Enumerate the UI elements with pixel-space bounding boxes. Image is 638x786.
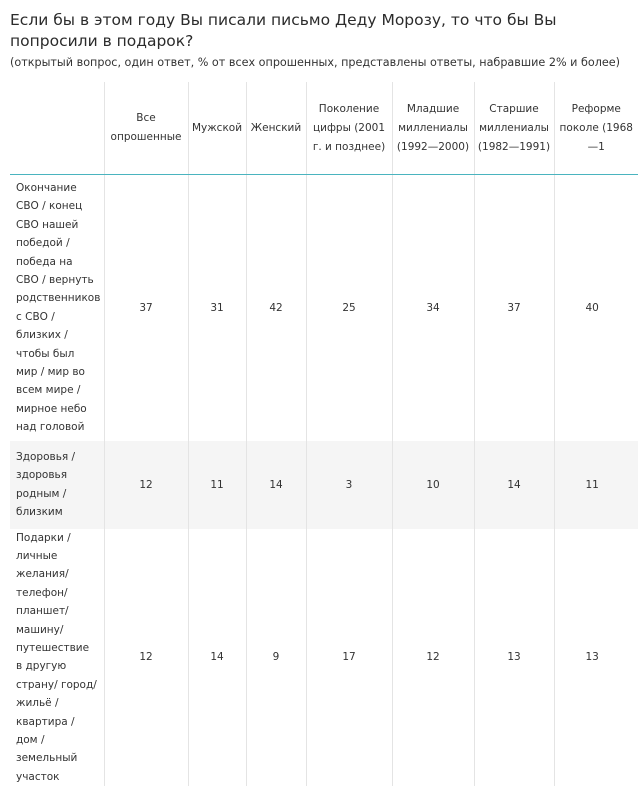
cell-value: 25: [306, 175, 392, 441]
cell-value: 14: [188, 529, 246, 786]
column-header-reform-generation: Реформе поколе (1968—1: [554, 82, 638, 175]
cell-value: 11: [188, 441, 246, 529]
cell-value: 9: [246, 529, 306, 786]
column-header-male: Мужской: [188, 82, 246, 175]
survey-table: [10, 82, 638, 786]
row-label: Окончание СВО / конец СВО нашей победой / победа на СВО / вернуть родственников с СВО / близких / чтобы был мир / мир во всем мире / мирное небо над головой: [10, 175, 104, 441]
column-header-label: [10, 82, 104, 175]
cell-value: 3: [306, 441, 392, 529]
cell-value: 42: [246, 175, 306, 441]
table-row: [10, 441, 638, 529]
column-header-young-millennials: Младшие миллениалы (1992—2000): [392, 82, 474, 175]
cell-value: 14: [474, 441, 554, 529]
cell-value: 12: [104, 529, 188, 786]
row-label: Подарки / личные желания/ телефон/ планшет/ машину/ путешествие в другую страну/ город/ жильё / квартира / дом / земельный участок: [10, 529, 104, 786]
table-header-row: [10, 82, 638, 175]
table-row: [10, 175, 638, 441]
row-label: Здоровья / здоровья родным / близким: [10, 441, 104, 529]
column-header-old-millennials: Старшие миллениалы (1982—1991): [474, 82, 554, 175]
cell-value: 10: [392, 441, 474, 529]
cell-value: 37: [104, 175, 188, 441]
column-header-all: Все опрошенные: [104, 82, 188, 175]
cell-value: 13: [474, 529, 554, 786]
cell-value: 11: [554, 441, 638, 529]
cell-value: 12: [104, 441, 188, 529]
cell-value: 17: [306, 529, 392, 786]
cell-value: 40: [554, 175, 638, 441]
cell-value: 31: [188, 175, 246, 441]
cell-value: 34: [392, 175, 474, 441]
survey-table-container[interactable]: [10, 82, 615, 750]
page-title: Если бы в этом году Вы писали письмо Деду Морозу, то что бы Вы попросили в подарок?: [10, 10, 615, 52]
column-header-female: Женский: [246, 82, 306, 175]
table-subtitle: (открытый вопрос, один ответ, % от всех опрошенных, представлены ответы, набравшие 2% и более): [10, 55, 621, 71]
column-header-gen-digital: Поколение цифры (2001 г. и позднее): [306, 82, 392, 175]
cell-value: 12: [392, 529, 474, 786]
table-row: [10, 529, 638, 786]
cell-value: 13: [554, 529, 638, 786]
cell-value: 14: [246, 441, 306, 529]
cell-value: 37: [474, 175, 554, 441]
